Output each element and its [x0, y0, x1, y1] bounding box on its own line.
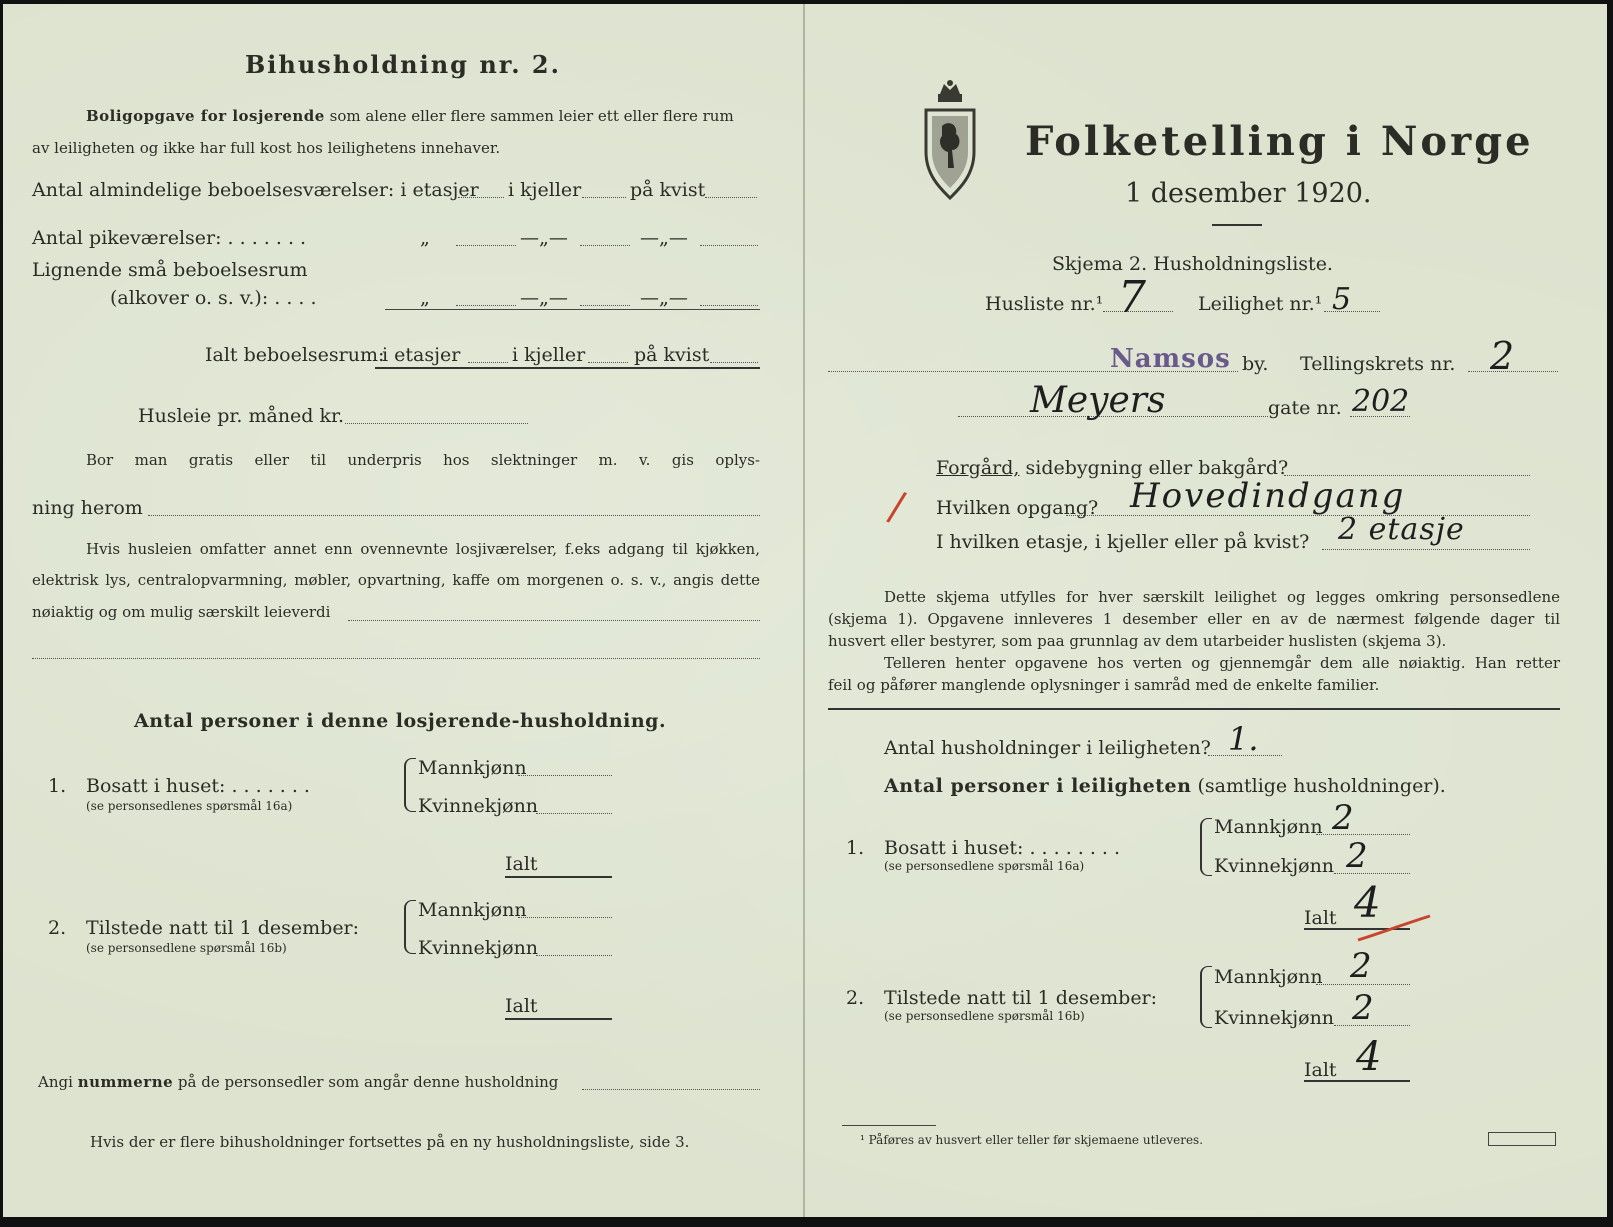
pike-ditto-1: „	[420, 227, 430, 249]
angi-bold: nummerne	[77, 1073, 174, 1091]
left-q1-kvinne-label: Kvinnekjønn	[418, 795, 539, 817]
norway-coat-of-arms-icon	[918, 80, 982, 204]
left-title: Bihusholdning nr. 2.	[245, 50, 561, 79]
right-q2-mann-label: Mannkjønn	[1214, 966, 1323, 988]
ialt-kvist-label: på kvist	[634, 344, 710, 366]
right-q2-mann-value: 2	[1350, 946, 1372, 986]
right-persons-bold: Antal personer i leiligheten	[884, 775, 1192, 797]
left-footer: Hvis der er flere bihusholdninger fortsettes på en ny husholdningsliste, side 3.	[90, 1133, 690, 1151]
left-q2-kvinne-label: Kvinnekjønn	[418, 937, 539, 959]
forgard-underlined: Forgård,	[936, 457, 1020, 479]
ialt-etasjer-label: i etasjer	[382, 344, 461, 366]
right-q2-label: Tilstede natt til 1 desember:	[884, 987, 1158, 1009]
instructions-rule	[828, 708, 1560, 710]
husleie-field	[345, 423, 528, 424]
rooms-label: Antal almindelige beboelsesværelser: i etasjer	[32, 179, 479, 201]
pike-field-3	[700, 245, 758, 246]
right-persons-rest: (samtlige husholdninger).	[1197, 775, 1446, 797]
right-q1-ialt-label: Ialt	[1304, 907, 1337, 929]
right-q1-kvinne-label: Kvinnekjønn	[1214, 855, 1335, 877]
right-q1-mann-label: Mannkjønn	[1214, 816, 1323, 838]
rooms-kvist-field	[705, 197, 757, 198]
forgard-rest: sidebygning eller bakgård?	[1025, 457, 1289, 479]
ialt-kjeller-label: i kjeller	[512, 344, 586, 366]
hush-value: 1.	[1228, 720, 1259, 758]
rooms-kjeller-label: i kjeller	[508, 179, 582, 201]
right-q1-label: Bosatt i huset: . . . . . . . .	[884, 837, 1121, 859]
gate-label: gate nr.	[1268, 397, 1342, 419]
red-pencil-correction-icon	[1354, 912, 1434, 946]
gratis-field	[148, 515, 760, 516]
right-footnote: ¹ Påføres av husvert eller teller før skjemaene utleveres.	[860, 1133, 1204, 1147]
title-divider	[1212, 224, 1262, 226]
krets-value: 2	[1490, 334, 1515, 378]
left-q2-num: 2.	[48, 917, 67, 939]
right-date: 1 desember 1920.	[1125, 178, 1372, 209]
left-q1-num: 1.	[48, 775, 67, 797]
small-rooms-underline	[385, 309, 760, 310]
right-persons-line	[884, 774, 1446, 798]
angi-pre: Angi	[38, 1073, 73, 1091]
leilighet-value: 5	[1332, 282, 1352, 317]
husliste-label: Husliste nr.¹	[985, 293, 1104, 315]
right-q1-brace	[1200, 818, 1212, 876]
leilighet-label: Leilighet nr.¹	[1198, 293, 1323, 315]
gratis-line1: Bor man gratis eller til underpris hos slektninger m. v. gis oplys-	[86, 451, 760, 469]
left-q2-mann-label: Mannkjønn	[418, 899, 527, 921]
small-field-2	[580, 305, 630, 306]
left-q2-label: Tilstede natt til 1 desember:	[86, 917, 360, 939]
pike-ditto-3: —„—	[640, 227, 688, 249]
etasje-label: I hvilken etasje, i kjeller eller på kvist?	[936, 531, 1310, 553]
instr-line5: feil og påfører manglende oplysninger i samråd med de enkelte familier.	[828, 676, 1380, 694]
right-q1-sub: (se personsedlene spørsmål 16a)	[884, 859, 1085, 873]
gratis-line2: ning herom	[32, 497, 143, 519]
right-q2-sub: (se personsedlene spørsmål 16b)	[884, 1009, 1085, 1023]
pike-label: Antal pikeværelser: . . . . . . .	[32, 227, 307, 249]
husleie-label: Husleie pr. måned kr.	[138, 405, 345, 427]
left-q2-ialt-label: Ialt	[505, 995, 538, 1017]
city-stamp: Namsos	[1110, 344, 1231, 374]
schema-line: Skjema 2. Husholdningsliste.	[1052, 253, 1333, 275]
left-q1-sub: (se personsedlenes spørsmål 16a)	[86, 799, 293, 813]
center-fold	[803, 4, 805, 1217]
instr-line1: Dette skjema utfylles for hver særskilt leilighet og legges omkring personsedlene	[884, 588, 1560, 606]
left-q1-ialt-label: Ialt	[505, 853, 538, 875]
left-q1-label: Bosatt i huset: . . . . . . .	[86, 775, 310, 797]
note-field-2	[32, 658, 760, 659]
left-persons-heading: Antal personer i denne losjerende-husholdning.	[134, 710, 667, 732]
small-rooms-label-2: (alkover o. s. v.): . . . .	[110, 287, 317, 309]
instr-line4: Telleren henter opgavene hos verten og gjennemgår dem alle nøiaktig. Han retter	[884, 654, 1560, 672]
gate-value: 202	[1352, 384, 1410, 419]
left-q2-brace	[404, 900, 416, 954]
small-field-3	[700, 305, 758, 306]
left-q2-ialt-rule	[505, 1018, 612, 1020]
etasje-value: 2 etasje	[1338, 512, 1465, 547]
opgang-value: Hovedindgang	[1130, 476, 1406, 516]
left-q1-ialt-rule	[505, 876, 612, 878]
small-rooms-label-1: Lignende små beboelsesrum	[32, 259, 308, 281]
left-q2-mann-field	[518, 917, 612, 918]
ialt-rooms-label: Ialt beboelsesrum:	[205, 344, 385, 366]
small-ditto-1: „	[420, 287, 430, 309]
angi-rest: på de personsedler som angår denne husholdning	[177, 1073, 559, 1091]
note-line1: Hvis husleien omfatter annet enn ovennevnte losjiværelser, f.eks adgang til kjøkken,	[86, 540, 760, 558]
left-q1-mann-field	[518, 775, 612, 776]
note-field-1	[348, 620, 760, 621]
intro-line2: av leiligheten og ikke har full kost hos leilighetens innehaver.	[32, 139, 501, 157]
instr-line3: husvert eller bestyrer, som paa grunnlag av dem utarbeider huslisten (skjema 3).	[828, 632, 1447, 650]
intro-line1	[86, 106, 734, 126]
right-q1-kvinne-value: 2	[1346, 836, 1368, 876]
left-q1-kvinne-field	[536, 813, 612, 814]
street-value: Meyers	[1030, 380, 1166, 421]
right-q2-brace	[1200, 966, 1212, 1028]
husliste-value: 7	[1118, 272, 1146, 323]
hush-label: Antal husholdninger i leiligheten?	[884, 737, 1211, 759]
small-field-1	[456, 305, 516, 306]
ialt-kjeller-field	[588, 362, 628, 363]
left-q2-sub: (se personsedlene spørsmål 16b)	[86, 941, 287, 955]
rooms-etasjer-field	[458, 197, 504, 198]
krets-label: Tellingskrets nr.	[1300, 353, 1456, 375]
intro-rest: som alene eller flere sammen leier ett eller flere rum	[329, 107, 734, 125]
right-q2-num: 2.	[846, 987, 865, 1009]
small-ditto-3: —„—	[640, 287, 688, 309]
pike-field-2	[580, 245, 630, 246]
right-q2-ialt-label: Ialt	[1304, 1059, 1337, 1081]
etasje-field	[1322, 549, 1530, 550]
angi-line	[38, 1072, 558, 1092]
ialt-kvist-field	[710, 362, 758, 363]
left-q1-brace	[404, 758, 416, 812]
right-q2-ialt-rule	[1304, 1080, 1410, 1082]
right-q2-kvinne-label: Kvinnekjønn	[1214, 1007, 1335, 1029]
small-ditto-2: —„—	[520, 287, 568, 309]
rooms-kjeller-field	[582, 197, 626, 198]
right-q1-mann-field	[1316, 834, 1410, 835]
note-line2: elektrisk lys, centralopvarmning, møbler, opvartning, kaffe om morgenen o. s. v., angis dette	[32, 571, 760, 589]
footnote-rule	[842, 1125, 936, 1126]
instr-line2: (skjema 1). Opgavene innleveres 1 desember eller en av de nærmest følgende dager til	[828, 610, 1560, 628]
pike-field-1	[456, 245, 516, 246]
right-title: Folketelling i Norge	[1025, 118, 1534, 165]
opgang-label: Hvilken opgang?	[936, 497, 1099, 519]
right-q2-ialt-value: 4	[1356, 1034, 1382, 1080]
right-q1-num: 1.	[846, 837, 865, 859]
right-q1-ialt-value: 4	[1354, 878, 1381, 927]
right-q2-kvinne-value: 2	[1352, 988, 1374, 1028]
rooms-kvist-label: på kvist	[630, 179, 706, 201]
ialt-etasjer-field	[468, 362, 508, 363]
right-q1-mann-value: 2	[1332, 798, 1354, 838]
left-q2-kvinne-field	[536, 955, 612, 956]
red-tick-mark: /	[884, 483, 909, 531]
ialt-rooms-rule	[375, 367, 760, 369]
left-q1-mann-label: Mannkjønn	[418, 757, 527, 779]
note-line3: nøiaktig og om mulig særskilt leieverdi	[32, 603, 331, 621]
by-label: by.	[1242, 353, 1269, 375]
intro-bold: Boligopgave for losjerende	[86, 107, 325, 125]
pike-ditto-2: —„—	[520, 227, 568, 249]
angi-field	[582, 1089, 760, 1090]
printer-mark	[1488, 1132, 1556, 1146]
